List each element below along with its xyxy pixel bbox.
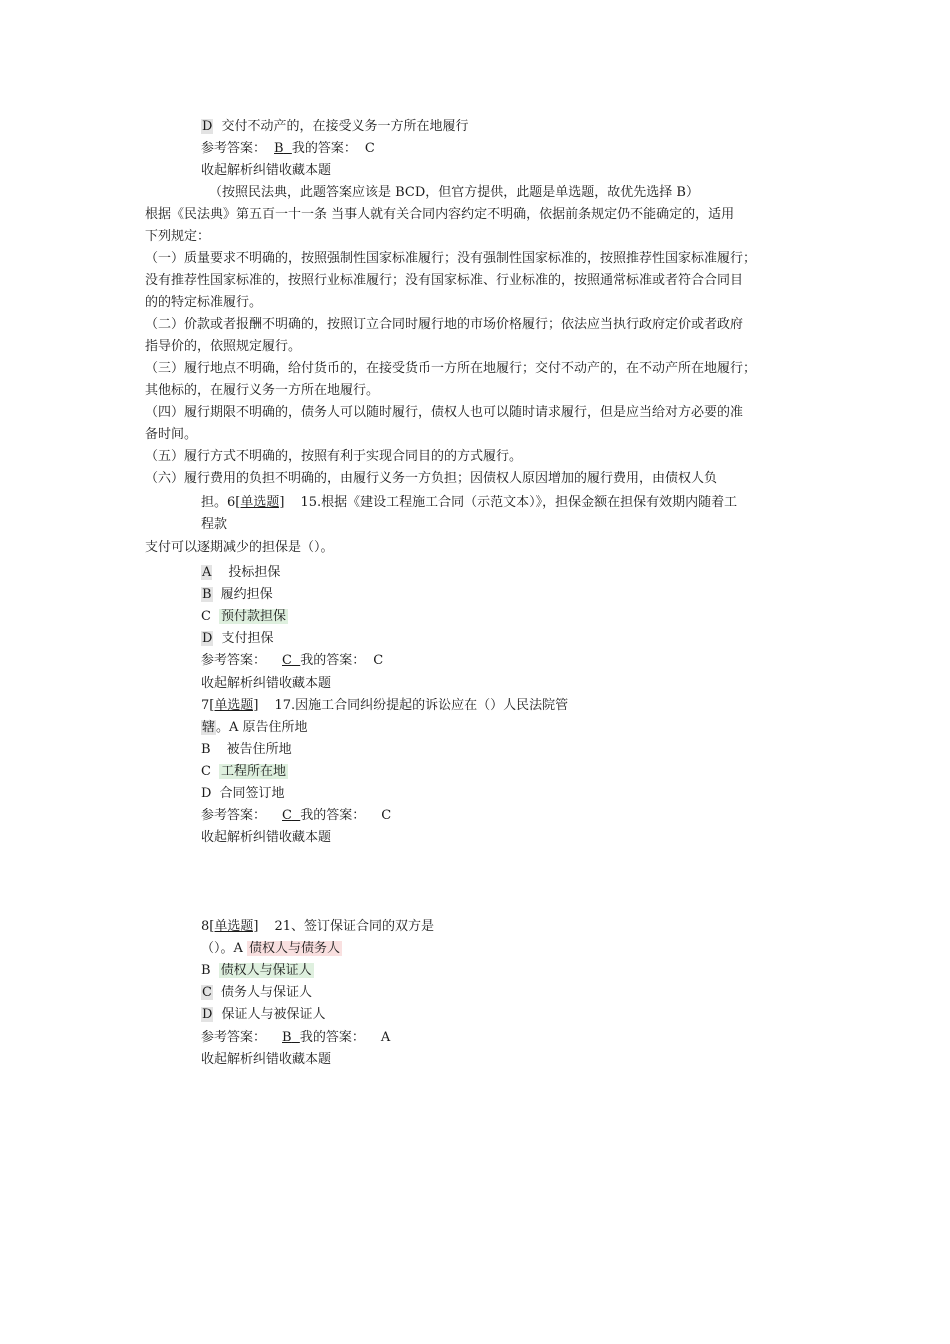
question-number: 7 <box>201 698 210 713</box>
prev-note: （按照民法典，此题答案应该是 BCD，但官方提供，此题是单选题，故优先选择 B） <box>209 185 699 200</box>
prev-actions[interactable]: 收起解析纠错收藏本题 <box>201 163 332 178</box>
option-text: 投标担保 <box>228 565 281 580</box>
q6-option-c[interactable] <box>201 608 288 626</box>
ref-answer-label: 参考答案： <box>201 808 267 823</box>
q8-stem-line-2 <box>201 940 342 958</box>
law-p3-1: （三）履行地点不明确，给付货币的，在接受货币一方所在地履行；交付不动产的，在不动产所在地履行； <box>145 361 757 376</box>
q6-stem-line-3: 支付可以逐期减少的担保是（）。 <box>145 540 334 555</box>
law-p1-3: 的的特定标准履行。 <box>145 295 263 310</box>
my-answer-value: C <box>373 653 384 668</box>
law-intro-1: 根据《民法典》第五百一十一条 当事人就有关合同内容约定不明确，依据前条规定仍不能确定的，适用 <box>145 207 735 222</box>
option-a-text: 。A 原告住所地 <box>216 720 308 735</box>
option-letter: C <box>202 985 212 1000</box>
question-stem: 17.因施工合同纠纷提起的诉讼应在（）人民法院管 <box>274 698 569 713</box>
stem-text: （）。A <box>201 941 243 956</box>
q6-option-d[interactable] <box>201 630 273 648</box>
my-answer-label: 我的答案： <box>291 141 357 156</box>
q6-stem-line-2: 程款 <box>201 517 228 532</box>
option-text-correct: 债权人与保证人 <box>220 963 312 978</box>
option-text: 支付担保 <box>221 631 274 646</box>
option-text: 债务人与保证人 <box>220 985 312 1000</box>
law-p6-2: 担。 <box>201 495 228 510</box>
question-number: 8 <box>201 919 210 934</box>
ref-answer-value: C <box>282 808 292 823</box>
my-answer-value: C <box>364 141 375 156</box>
law-p2-2: 指导价的，依照规定履行。 <box>145 339 302 354</box>
option-text: 保证人与被保证人 <box>221 1007 326 1022</box>
q7-stem-line-1 <box>201 697 568 715</box>
law-p3-2: 其他标的，在履行义务一方所在地履行。 <box>145 383 380 398</box>
question-stem: 21、签订保证合同的双方是 <box>274 919 434 934</box>
option-letter: D <box>202 1007 213 1022</box>
question-number: 6 <box>227 495 236 510</box>
my-answer-value: A <box>380 1030 391 1045</box>
law-p6-1: （六）履行费用的负担不明确的，由履行义务一方负担；因债权人原因增加的履行费用，由债权人负 <box>145 471 718 486</box>
option-text-correct: 预付款担保 <box>220 609 286 624</box>
option-letter: B <box>201 742 211 757</box>
question-type-tag[interactable]: [单选题] <box>235 495 285 510</box>
my-answer-label: 我的答案： <box>300 808 366 823</box>
law-p4-1: （四）履行期限不明确的，债务人可以随时履行，债权人也可以随时请求履行，但是应当给对方必要的准 <box>145 405 744 420</box>
law-intro-2: 下列规定： <box>145 229 211 244</box>
option-letter: C <box>201 764 211 779</box>
option-letter: B <box>202 587 212 602</box>
q6-answer-line <box>201 652 383 670</box>
q6-option-a[interactable] <box>201 564 280 582</box>
prev-option-d[interactable] <box>201 118 468 136</box>
option-a-text-wrong: 债权人与债务人 <box>249 941 341 956</box>
q8-option-b[interactable] <box>201 962 314 980</box>
prev-answer-line <box>201 140 375 158</box>
option-letter: C <box>201 609 211 624</box>
q7-answer-line <box>201 807 391 825</box>
q7-option-d[interactable] <box>201 785 284 803</box>
ref-answer-label: 参考答案： <box>201 653 267 668</box>
q7-stem-line-2 <box>201 719 308 737</box>
ref-answer-label: 参考答案： <box>201 1030 267 1045</box>
ref-answer-value: B <box>274 141 284 156</box>
question-type-tag[interactable]: [单选题] <box>209 919 259 934</box>
q8-stem-line-1 <box>201 918 434 936</box>
option-letter: B <box>201 963 211 978</box>
option-text: 交付不动产的，在接受义务一方所在地履行 <box>221 119 469 134</box>
q6-actions[interactable]: 收起解析纠错收藏本题 <box>201 676 332 691</box>
option-letter: D <box>202 631 213 646</box>
question-stem: 15.根据《建设工程施工合同（示范文本）》，担保金额在担保有效期内随着工 <box>300 495 738 510</box>
law-p1-2: 没有推荐性国家标准的，按照行业标准履行；没有国家标准、行业标准的，按照通常标准或者符合合同目 <box>145 273 744 288</box>
option-text-correct: 工程所在地 <box>220 764 286 779</box>
option-letter: A <box>202 565 212 580</box>
option-letter: D <box>201 786 212 801</box>
stem-char: 辖 <box>202 720 216 735</box>
q6-stem-line-1 <box>201 494 737 512</box>
question-type-tag[interactable]: [单选题] <box>209 698 259 713</box>
option-letter: D <box>202 119 213 134</box>
option-text: 被告住所地 <box>226 742 292 757</box>
law-p1-1: （一）质量要求不明确的，按照强制性国家标准履行；没有强制性国家标准的，按照推荐性国家标准履行； <box>145 251 757 266</box>
option-text: 合同签订地 <box>219 786 285 801</box>
law-p2-1: （二）价款或者报酬不明确的，按照订立合同时履行地的市场价格履行；依法应当执行政府定价或者政府 <box>145 317 744 332</box>
q8-actions[interactable]: 收起解析纠错收藏本题 <box>201 1052 332 1067</box>
ref-answer-value: B <box>282 1030 292 1045</box>
my-answer-label: 我的答案： <box>299 1030 365 1045</box>
q7-option-c[interactable] <box>201 763 288 781</box>
option-text: 履约担保 <box>220 587 273 602</box>
ref-answer-label: 参考答案： <box>201 141 267 156</box>
q7-actions[interactable]: 收起解析纠错收藏本题 <box>201 830 332 845</box>
ref-answer-value: C <box>282 653 292 668</box>
law-p5: （五）履行方式不明确的，按照有利于实现合同目的的方式履行。 <box>145 449 523 464</box>
q8-option-d[interactable] <box>201 1006 325 1024</box>
q8-option-c[interactable] <box>201 984 312 1002</box>
q8-answer-line <box>201 1029 390 1047</box>
my-answer-label: 我的答案： <box>300 653 366 668</box>
q6-option-b[interactable] <box>201 586 273 604</box>
my-answer-value: C <box>381 808 392 823</box>
law-p4-2: 备时间。 <box>145 427 198 442</box>
q7-option-b[interactable] <box>201 741 292 759</box>
